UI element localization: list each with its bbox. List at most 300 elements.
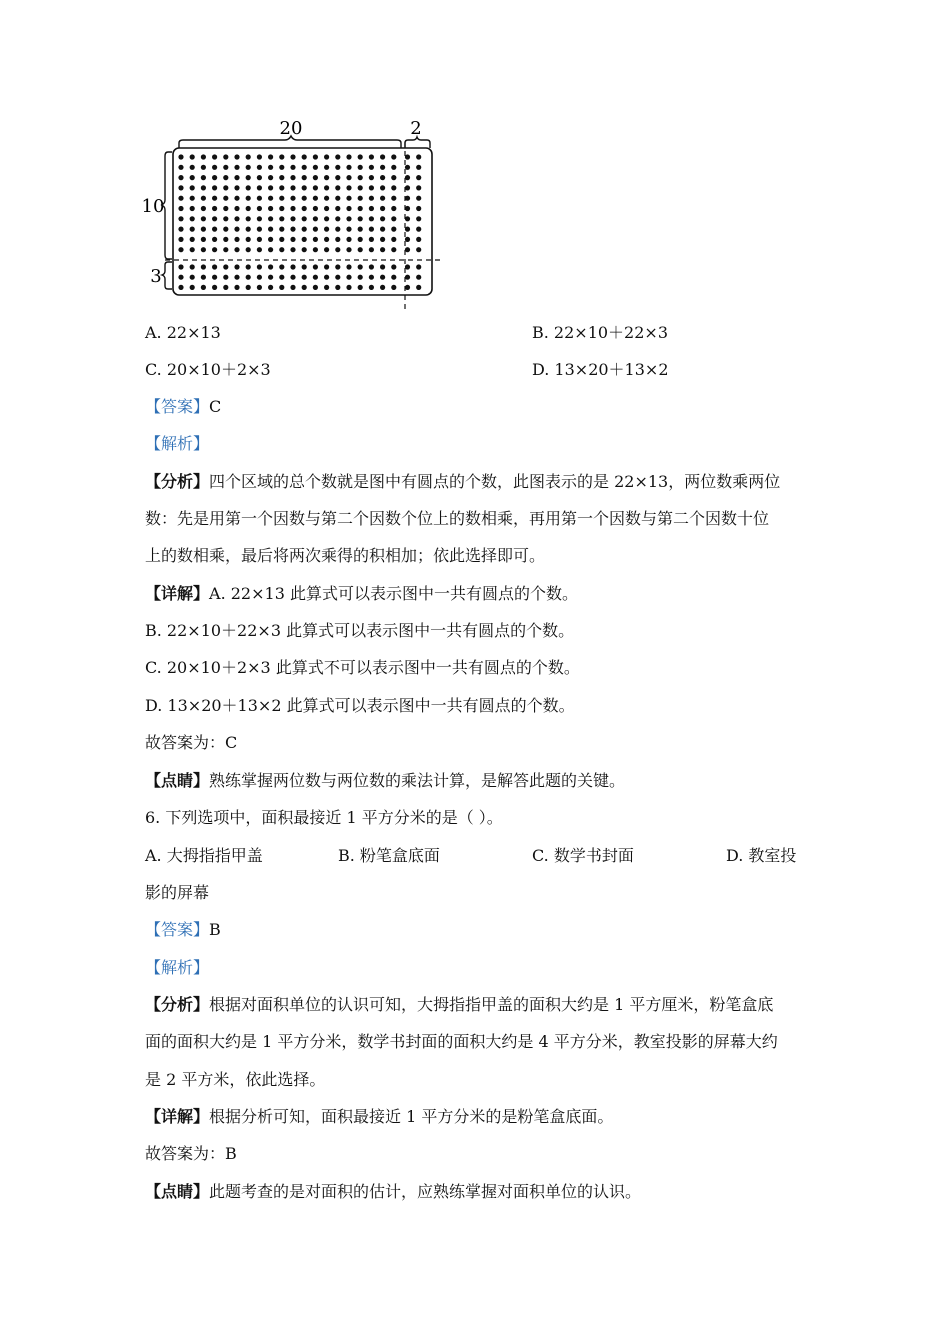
grid-dot bbox=[201, 275, 206, 280]
q5-analysis-tag: 【解析】 bbox=[145, 434, 210, 453]
grid-dot bbox=[234, 227, 239, 232]
grid-dot bbox=[391, 185, 396, 190]
grid-dot bbox=[268, 275, 273, 280]
grid-dot bbox=[290, 264, 295, 269]
grid-dot bbox=[279, 165, 284, 170]
grid-dot bbox=[178, 175, 183, 180]
grid-dot bbox=[416, 216, 421, 221]
grid-dot bbox=[313, 175, 318, 180]
grid-dot bbox=[257, 175, 262, 180]
grid-dot bbox=[346, 175, 351, 180]
grid-dot bbox=[380, 206, 385, 211]
q5-option-b: B. 22×10＋22×3 bbox=[532, 323, 669, 342]
q6-stem: 6. 下列选项中，面积最接近 1 平方分米的是（ ）。 bbox=[145, 808, 503, 827]
grid-dot bbox=[391, 216, 396, 221]
grid-dot bbox=[212, 285, 217, 290]
grid-dot bbox=[290, 206, 295, 211]
q5-fenxi-line-3: 上的数相乘，最后将两次乘得的积相加；依此选择即可。 bbox=[145, 546, 546, 565]
grid-dot bbox=[369, 237, 374, 242]
grid-dot bbox=[279, 154, 284, 159]
grid-dot bbox=[358, 264, 363, 269]
grid-dot bbox=[190, 206, 195, 211]
grid-dot bbox=[380, 154, 385, 159]
grid-dot bbox=[358, 206, 363, 211]
grid-dot bbox=[380, 185, 385, 190]
q5-option-a: A. 22×13 bbox=[145, 323, 221, 342]
grid-dot bbox=[234, 264, 239, 269]
grid-dot bbox=[405, 216, 410, 221]
grid-dot bbox=[234, 237, 239, 242]
grid-dot bbox=[201, 285, 206, 290]
q6-dianjing-line bbox=[145, 1181, 641, 1203]
brace-3 bbox=[162, 262, 172, 289]
q5-option-d: D. 13×20＋13×2 bbox=[532, 360, 669, 379]
xiangjie-tag: 【详解】 bbox=[145, 1107, 210, 1126]
grid-dot bbox=[201, 227, 206, 232]
grid-dot bbox=[201, 185, 206, 190]
grid-dot bbox=[324, 165, 329, 170]
grid-dot bbox=[335, 285, 340, 290]
dianjing-text: 此题考查的是对面积的估计，应熟练掌握对面积单位的认识。 bbox=[209, 1182, 642, 1201]
grid-dot bbox=[391, 237, 396, 242]
grid-dot bbox=[178, 275, 183, 280]
grid-dot bbox=[246, 285, 251, 290]
grid-dot bbox=[302, 185, 307, 190]
grid-dot bbox=[335, 247, 340, 252]
grid-dot bbox=[212, 154, 217, 159]
grid-dot bbox=[405, 165, 410, 170]
grid-dot bbox=[212, 227, 217, 232]
grid-dot bbox=[324, 154, 329, 159]
grid-dot bbox=[358, 216, 363, 221]
grid-dot bbox=[201, 165, 206, 170]
grid-dot bbox=[324, 264, 329, 269]
grid-dot bbox=[369, 227, 374, 232]
grid-dot bbox=[335, 237, 340, 242]
grid-dot bbox=[223, 216, 228, 221]
grid-dot bbox=[257, 154, 262, 159]
grid-dot bbox=[405, 154, 410, 159]
grid-dot bbox=[212, 247, 217, 252]
grid-dot bbox=[212, 196, 217, 201]
grid-dot bbox=[346, 154, 351, 159]
q5-answer-line bbox=[145, 396, 221, 418]
grid-dot bbox=[190, 165, 195, 170]
grid-dot bbox=[324, 185, 329, 190]
q6-option-a: A. 大拇指指甲盖 bbox=[145, 846, 263, 865]
grid-dot bbox=[313, 264, 318, 269]
grid-dot bbox=[290, 227, 295, 232]
grid-dot bbox=[358, 237, 363, 242]
grid-dot bbox=[346, 216, 351, 221]
grid-dot bbox=[335, 165, 340, 170]
grid-dot bbox=[178, 227, 183, 232]
grid-dot bbox=[335, 196, 340, 201]
grid-dot bbox=[290, 165, 295, 170]
q5-xiangjie-line-3: C. 20×10＋2×3 此算式不可以表示图中一共有圆点的个数。 bbox=[145, 658, 580, 677]
grid-dot bbox=[223, 247, 228, 252]
grid-dot bbox=[313, 185, 318, 190]
grid-dot bbox=[391, 165, 396, 170]
grid-dot bbox=[335, 216, 340, 221]
grid-dot bbox=[416, 206, 421, 211]
grid-frame bbox=[173, 148, 432, 295]
grid-dot bbox=[416, 154, 421, 159]
grid-dot bbox=[268, 285, 273, 290]
dot-grid-figure bbox=[135, 112, 455, 317]
grid-dot bbox=[268, 227, 273, 232]
grid-dot bbox=[369, 216, 374, 221]
grid-dot bbox=[380, 175, 385, 180]
grid-dot bbox=[405, 206, 410, 211]
grid-dot bbox=[302, 206, 307, 211]
grid-dot bbox=[380, 237, 385, 242]
grid-dot bbox=[257, 275, 262, 280]
grid-dot bbox=[313, 247, 318, 252]
grid-dot bbox=[416, 175, 421, 180]
grid-dot bbox=[335, 227, 340, 232]
fenxi-tag: 【分析】 bbox=[145, 472, 210, 491]
grid-dot bbox=[268, 264, 273, 269]
grid-dot bbox=[324, 227, 329, 232]
grid-dot bbox=[178, 264, 183, 269]
grid-dot bbox=[335, 175, 340, 180]
grid-dot bbox=[246, 154, 251, 159]
grid-dot bbox=[369, 285, 374, 290]
grid-dot bbox=[257, 196, 262, 201]
q6-fenxi-line-1 bbox=[145, 994, 773, 1016]
grid-dot bbox=[380, 227, 385, 232]
grid-dot bbox=[246, 185, 251, 190]
grid-dot bbox=[391, 264, 396, 269]
grid-dot bbox=[324, 275, 329, 280]
grid-dot bbox=[346, 275, 351, 280]
grid-dot bbox=[201, 216, 206, 221]
grid-dot bbox=[302, 175, 307, 180]
answer-value: C bbox=[209, 397, 222, 416]
grid-dot bbox=[201, 237, 206, 242]
grid-dot bbox=[257, 237, 262, 242]
grid-dot bbox=[234, 275, 239, 280]
grid-dot bbox=[346, 206, 351, 211]
grid-dot bbox=[290, 175, 295, 180]
grid-dot bbox=[246, 264, 251, 269]
grid-dot bbox=[246, 216, 251, 221]
grid-dot bbox=[190, 216, 195, 221]
grid-dot bbox=[391, 175, 396, 180]
grid-dot bbox=[358, 165, 363, 170]
grid-dot bbox=[190, 285, 195, 290]
q6-option-c: C. 数学书封面 bbox=[532, 846, 634, 865]
q6-fenxi-line-2: 面的面积大约是 1 平方分米，数学书封面的面积大约是 4 平方分米，教室投影的屏幕大约 bbox=[145, 1032, 778, 1051]
grid-dot bbox=[178, 165, 183, 170]
label-2: 2 bbox=[410, 118, 422, 139]
grid-dot bbox=[302, 275, 307, 280]
grid-dot bbox=[346, 247, 351, 252]
grid-dot bbox=[391, 227, 396, 232]
grid-dot bbox=[290, 275, 295, 280]
grid-dot bbox=[246, 196, 251, 201]
grid-dot bbox=[358, 275, 363, 280]
grid-dot bbox=[346, 264, 351, 269]
grid-dot bbox=[212, 185, 217, 190]
grid-dot bbox=[358, 227, 363, 232]
grid-dot bbox=[268, 154, 273, 159]
grid-dot bbox=[416, 196, 421, 201]
grid-dot bbox=[279, 264, 284, 269]
q5-xiangjie-line-2: B. 22×10＋22×3 此算式可以表示图中一共有圆点的个数。 bbox=[145, 621, 575, 640]
grid-dot bbox=[268, 175, 273, 180]
grid-dot bbox=[313, 196, 318, 201]
grid-dot bbox=[369, 175, 374, 180]
grid-dot bbox=[324, 247, 329, 252]
grid-dot bbox=[246, 237, 251, 242]
grid-dot bbox=[369, 247, 374, 252]
grid-dot bbox=[190, 175, 195, 180]
grid-dot bbox=[313, 275, 318, 280]
grid-dot bbox=[246, 227, 251, 232]
grid-dot bbox=[212, 237, 217, 242]
grid-dot bbox=[405, 227, 410, 232]
grid-dot bbox=[290, 285, 295, 290]
grid-dot bbox=[201, 175, 206, 180]
grid-dot bbox=[369, 264, 374, 269]
grid-dot bbox=[212, 216, 217, 221]
grid-dot bbox=[313, 165, 318, 170]
grid-dot bbox=[223, 165, 228, 170]
grid-dot bbox=[369, 196, 374, 201]
grid-dot bbox=[405, 247, 410, 252]
grid-dot bbox=[302, 237, 307, 242]
grid-dot bbox=[380, 216, 385, 221]
grid-dot bbox=[234, 206, 239, 211]
grid-dot bbox=[380, 285, 385, 290]
answer-value: B bbox=[209, 920, 221, 939]
grid-dot bbox=[279, 175, 284, 180]
grid-dot bbox=[324, 216, 329, 221]
grid-dot bbox=[346, 237, 351, 242]
grid-dot bbox=[234, 165, 239, 170]
grid-dot bbox=[246, 175, 251, 180]
q5-final-answer: 故答案为：C bbox=[145, 733, 238, 752]
grid-dot bbox=[201, 196, 206, 201]
grid-dot bbox=[268, 216, 273, 221]
grid-dot bbox=[369, 165, 374, 170]
grid-dot bbox=[391, 247, 396, 252]
grid-dot bbox=[257, 185, 262, 190]
grid-dot bbox=[234, 216, 239, 221]
grid-dot bbox=[223, 206, 228, 211]
xiangjie-tag: 【详解】 bbox=[145, 584, 210, 603]
label-3: 3 bbox=[150, 266, 162, 287]
grid-dot bbox=[324, 175, 329, 180]
grid-dot bbox=[190, 237, 195, 242]
grid-dot bbox=[380, 275, 385, 280]
xiangjie-text: A. 22×13 此算式可以表示图中一共有圆点的个数。 bbox=[209, 584, 578, 603]
grid-dot bbox=[380, 264, 385, 269]
grid-dot bbox=[405, 237, 410, 242]
q6-option-b: B. 粉笔盒底面 bbox=[338, 846, 440, 865]
grid-dot bbox=[380, 247, 385, 252]
grid-dot bbox=[257, 216, 262, 221]
grid-dot bbox=[335, 154, 340, 159]
grid-dot bbox=[201, 154, 206, 159]
brace-20 bbox=[179, 136, 401, 148]
grid-dot bbox=[290, 216, 295, 221]
grid-dot bbox=[246, 247, 251, 252]
grid-dot bbox=[234, 175, 239, 180]
q5-dianjing-line bbox=[145, 770, 625, 792]
brace-2 bbox=[405, 137, 430, 148]
grid-dot bbox=[335, 185, 340, 190]
grid-dot bbox=[346, 165, 351, 170]
label-10: 10 bbox=[141, 196, 165, 217]
grid-dot bbox=[190, 185, 195, 190]
grid-dot bbox=[268, 247, 273, 252]
grid-dot bbox=[324, 206, 329, 211]
dots-group bbox=[178, 154, 421, 290]
grid-dot bbox=[358, 196, 363, 201]
grid-dot bbox=[302, 165, 307, 170]
xiangjie-text: 根据分析可知，面积最接近 1 平方分米的是粉笔盒底面。 bbox=[209, 1107, 614, 1126]
answer-tag: 【答案】 bbox=[145, 397, 210, 416]
fenxi-text: 根据对面积单位的认识可知，大拇指指甲盖的面积大约是 1 平方厘米，粉笔盒底 bbox=[209, 995, 774, 1014]
grid-dot bbox=[346, 285, 351, 290]
fenxi-text: 四个区域的总个数就是图中有圆点的个数，此图表示的是 22×13，两位数乘两位 bbox=[209, 472, 781, 491]
grid-dot bbox=[369, 275, 374, 280]
grid-dot bbox=[358, 247, 363, 252]
grid-dot bbox=[405, 285, 410, 290]
grid-dot bbox=[302, 227, 307, 232]
grid-dot bbox=[335, 275, 340, 280]
grid-dot bbox=[178, 216, 183, 221]
q6-fenxi-line-3: 是 2 平方米，依此选择。 bbox=[145, 1070, 326, 1089]
grid-dot bbox=[416, 227, 421, 232]
grid-dot bbox=[369, 185, 374, 190]
grid-dot bbox=[335, 206, 340, 211]
grid-dot bbox=[257, 264, 262, 269]
grid-dot bbox=[234, 196, 239, 201]
dianjing-text: 熟练掌握两位数与两位数的乘法计算，是解答此题的关键。 bbox=[209, 771, 626, 790]
grid-dot bbox=[302, 285, 307, 290]
grid-dot bbox=[212, 175, 217, 180]
grid-dot bbox=[358, 285, 363, 290]
grid-dot bbox=[178, 206, 183, 211]
grid-dot bbox=[223, 196, 228, 201]
grid-dot bbox=[405, 275, 410, 280]
grid-dot bbox=[416, 247, 421, 252]
grid-dot bbox=[257, 206, 262, 211]
grid-dot bbox=[391, 275, 396, 280]
grid-dot bbox=[234, 285, 239, 290]
grid-dot bbox=[257, 165, 262, 170]
grid-dot bbox=[313, 237, 318, 242]
q5-xiangjie-line-4: D. 13×20＋13×2 此算式可以表示图中一共有圆点的个数。 bbox=[145, 696, 575, 715]
grid-dot bbox=[212, 264, 217, 269]
grid-dot bbox=[416, 185, 421, 190]
grid-dot bbox=[223, 275, 228, 280]
grid-dot bbox=[279, 196, 284, 201]
q5-fenxi-line-2: 数：先是用第一个因数与第二个因数个位上的数相乘，再用第一个因数与第二个因数十位 bbox=[145, 509, 770, 528]
q6-final-answer: 故答案为：B bbox=[145, 1144, 237, 1163]
grid-dot bbox=[257, 247, 262, 252]
grid-dot bbox=[268, 237, 273, 242]
grid-dot bbox=[313, 285, 318, 290]
grid-dot bbox=[346, 227, 351, 232]
grid-dot bbox=[302, 154, 307, 159]
grid-dot bbox=[313, 216, 318, 221]
grid-dot bbox=[257, 227, 262, 232]
grid-dot bbox=[246, 275, 251, 280]
grid-dot bbox=[190, 154, 195, 159]
grid-dot bbox=[279, 285, 284, 290]
q6-analysis-tag: 【解析】 bbox=[145, 958, 210, 977]
grid-dot bbox=[302, 264, 307, 269]
grid-dot bbox=[279, 206, 284, 211]
grid-dot bbox=[279, 275, 284, 280]
grid-dot bbox=[391, 206, 396, 211]
grid-dot bbox=[358, 185, 363, 190]
grid-dot bbox=[416, 237, 421, 242]
grid-dot bbox=[234, 247, 239, 252]
grid-dot bbox=[346, 185, 351, 190]
grid-dot bbox=[178, 237, 183, 242]
grid-dot bbox=[324, 196, 329, 201]
label-20: 20 bbox=[279, 118, 303, 139]
grid-dot bbox=[279, 216, 284, 221]
grid-dot bbox=[190, 275, 195, 280]
grid-dot bbox=[234, 185, 239, 190]
grid-dot bbox=[268, 165, 273, 170]
grid-dot bbox=[212, 206, 217, 211]
grid-dot bbox=[313, 227, 318, 232]
grid-dot bbox=[358, 175, 363, 180]
grid-dot bbox=[391, 196, 396, 201]
grid-dot bbox=[279, 185, 284, 190]
grid-dot bbox=[416, 275, 421, 280]
q5-option-c: C. 20×10＋2×3 bbox=[145, 360, 271, 379]
grid-dot bbox=[268, 185, 273, 190]
grid-dot bbox=[178, 196, 183, 201]
grid-dot bbox=[416, 165, 421, 170]
q6-option-d: D. 教室投 bbox=[726, 846, 797, 865]
grid-dot bbox=[313, 154, 318, 159]
grid-dot bbox=[246, 165, 251, 170]
grid-dot bbox=[223, 185, 228, 190]
grid-dot bbox=[405, 175, 410, 180]
grid-dot bbox=[212, 165, 217, 170]
grid-dot bbox=[290, 185, 295, 190]
q6-answer-line bbox=[145, 919, 221, 941]
grid-dot bbox=[302, 196, 307, 201]
grid-dot bbox=[405, 185, 410, 190]
answer-tag: 【答案】 bbox=[145, 920, 210, 939]
grid-dot bbox=[279, 237, 284, 242]
grid-dot bbox=[201, 247, 206, 252]
grid-dot bbox=[279, 227, 284, 232]
grid-dot bbox=[257, 285, 262, 290]
grid-dot bbox=[302, 247, 307, 252]
grid-dot bbox=[246, 206, 251, 211]
grid-dot bbox=[223, 237, 228, 242]
grid-dot bbox=[380, 196, 385, 201]
grid-dot bbox=[380, 165, 385, 170]
grid-dot bbox=[346, 196, 351, 201]
grid-dot bbox=[405, 196, 410, 201]
grid-dot bbox=[358, 154, 363, 159]
grid-dot bbox=[234, 154, 239, 159]
dianjing-tag: 【点睛】 bbox=[145, 771, 210, 790]
